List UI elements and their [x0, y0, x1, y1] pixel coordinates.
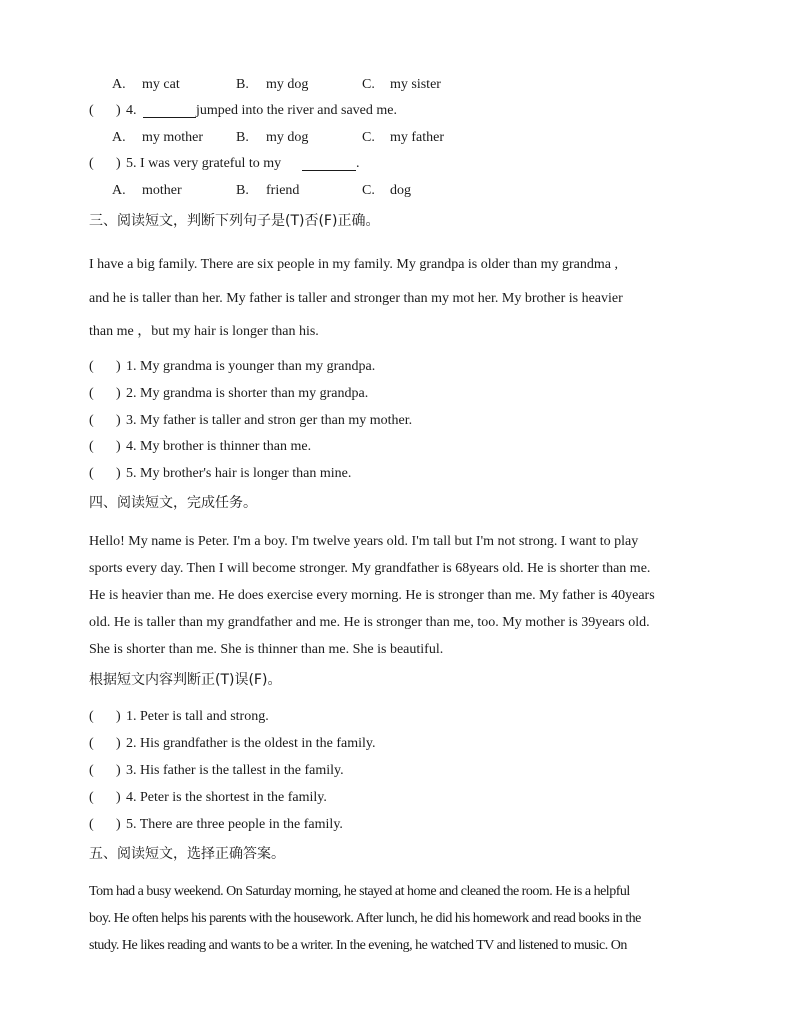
answer-paren-close[interactable]: ) [116, 709, 121, 724]
section3-item-text: 1. My grandma is younger than my grandpa. [126, 359, 376, 374]
q4-number: 4. [126, 103, 137, 118]
section4-item-text: 3. His father is the tallest in the family. [126, 763, 344, 778]
section3-item-text: 2. My grandma is shorter than my grandpa. [126, 386, 369, 401]
q4-paren-open: ( [89, 103, 94, 118]
q5-paren-open: ( [89, 156, 94, 171]
answer-paren-open[interactable]: ( [89, 439, 94, 454]
answer-paren-open[interactable]: ( [89, 386, 94, 401]
section4-item-text: 4. Peter is the shortest in the family. [126, 790, 327, 805]
q3-option-b-letter: B. [236, 77, 249, 92]
q3-option-c-text: my sister [390, 77, 441, 92]
section3-item-text: 4. My brother is thinner than me. [126, 439, 312, 454]
section4-passage-line-1: Hello! My name is Peter. I'm a boy. I'm twelve years old. I'm tall but I'm not strong. I want to play [89, 534, 639, 549]
section3-passage-line-1: I have a big family. There are six people in my family. My grandpa is older than my grandma , [89, 257, 618, 272]
q5-answer-blank[interactable] [302, 158, 356, 171]
section3-passage-line-2: and he is taller than her. My father is taller and stronger than my mot her. My brother is heavier [89, 291, 623, 306]
answer-paren-open[interactable]: ( [89, 736, 94, 751]
section5-passage-line-2: boy. He often helps his parents with the housework. After lunch, he did his homework and read books in the [89, 911, 641, 926]
q3-option-a-letter: A. [112, 77, 126, 92]
q5-end: . [356, 156, 360, 171]
answer-paren-close[interactable]: ) [116, 466, 121, 481]
answer-paren-open[interactable]: ( [89, 763, 94, 778]
section4-item-text: 1. Peter is tall and strong. [126, 709, 269, 724]
section4-passage-line-2: sports every day. Then I will become stronger. My grandfather is 68years old. He is shorter than me. [89, 561, 651, 576]
q5-text: 5. I was very grateful to my [126, 156, 282, 171]
answer-paren-open[interactable]: ( [89, 817, 94, 832]
q3-option-a-text: my cat [142, 77, 180, 92]
q4-option-c-letter: C. [362, 130, 375, 145]
q4-paren-close: ) [116, 103, 121, 118]
q5-option-c-letter: C. [362, 183, 375, 198]
q4-option-a-text: my mother [142, 130, 204, 145]
section5-passage-line-3: study. He likes reading and wants to be a writer. In the evening, he watched TV and listened to music. On [89, 938, 627, 953]
section4-passage-line-4: old. He is taller than my grandfather and me. He is stronger than me, too. My mother is 39years old. [89, 615, 650, 630]
q4-option-a-letter: A. [112, 130, 126, 145]
answer-paren-close[interactable]: ) [116, 736, 121, 751]
answer-paren-close[interactable]: ) [116, 763, 121, 778]
section4-subheading: 根据短文内容判断正(T)误(F)。 [89, 672, 282, 688]
q4-text: jumped into the river and saved me. [196, 103, 397, 118]
section4-item-text: 5. There are three people in the family. [126, 817, 343, 832]
q4-option-c-text: my father [390, 130, 445, 145]
q3-option-c-letter: C. [362, 77, 375, 92]
section4-heading: 四、阅读短文，完成任务。 [89, 495, 257, 511]
q5-option-b-letter: B. [236, 183, 249, 198]
answer-paren-close[interactable]: ) [116, 413, 121, 428]
q4-option-b-letter: B. [236, 130, 249, 145]
answer-paren-open[interactable]: ( [89, 790, 94, 805]
answer-paren-open[interactable]: ( [89, 466, 94, 481]
answer-paren-open[interactable]: ( [89, 709, 94, 724]
q4-answer-blank[interactable] [143, 105, 196, 118]
section3-passage-line-3: than me ，but my hair is longer than his. [89, 324, 319, 339]
section3-item-text: 5. My brother's hair is longer than mine. [126, 466, 352, 481]
answer-paren-open[interactable]: ( [89, 413, 94, 428]
answer-paren-close[interactable]: ) [116, 790, 121, 805]
section5-heading: 五、阅读短文，选择正确答案。 [89, 846, 285, 862]
section3-item-text: 3. My father is taller and stron ger than my mother. [126, 413, 413, 428]
section4-item-text: 2. His grandfather is the oldest in the family. [126, 736, 376, 751]
q5-option-c-text: dog [390, 183, 411, 198]
section5-passage-line-1: Tom had a busy weekend. On Saturday morning, he stayed at home and cleaned the room. He is a helpful [89, 884, 630, 899]
section4-passage-line-5: She is shorter than me. She is thinner than me. She is beautiful. [89, 642, 444, 657]
q5-option-a-letter: A. [112, 183, 126, 198]
answer-paren-close[interactable]: ) [116, 817, 121, 832]
q3-option-b-text: my dog [266, 77, 309, 92]
q5-option-b-text: friend [266, 183, 300, 198]
answer-paren-close[interactable]: ) [116, 439, 121, 454]
answer-paren-close[interactable]: ) [116, 359, 121, 374]
section4-passage-line-3: He is heavier than me. He does exercise every morning. He is stronger than me. My father is 40years [89, 588, 655, 603]
q4-option-b-text: my dog [266, 130, 309, 145]
answer-paren-open[interactable]: ( [89, 359, 94, 374]
q5-option-a-text: mother [142, 183, 182, 198]
section3-heading: 三、阅读短文，判断下列句子是(T)否(F)正确。 [89, 213, 380, 229]
q5-paren-close: ) [116, 156, 121, 171]
answer-paren-close[interactable]: ) [116, 386, 121, 401]
